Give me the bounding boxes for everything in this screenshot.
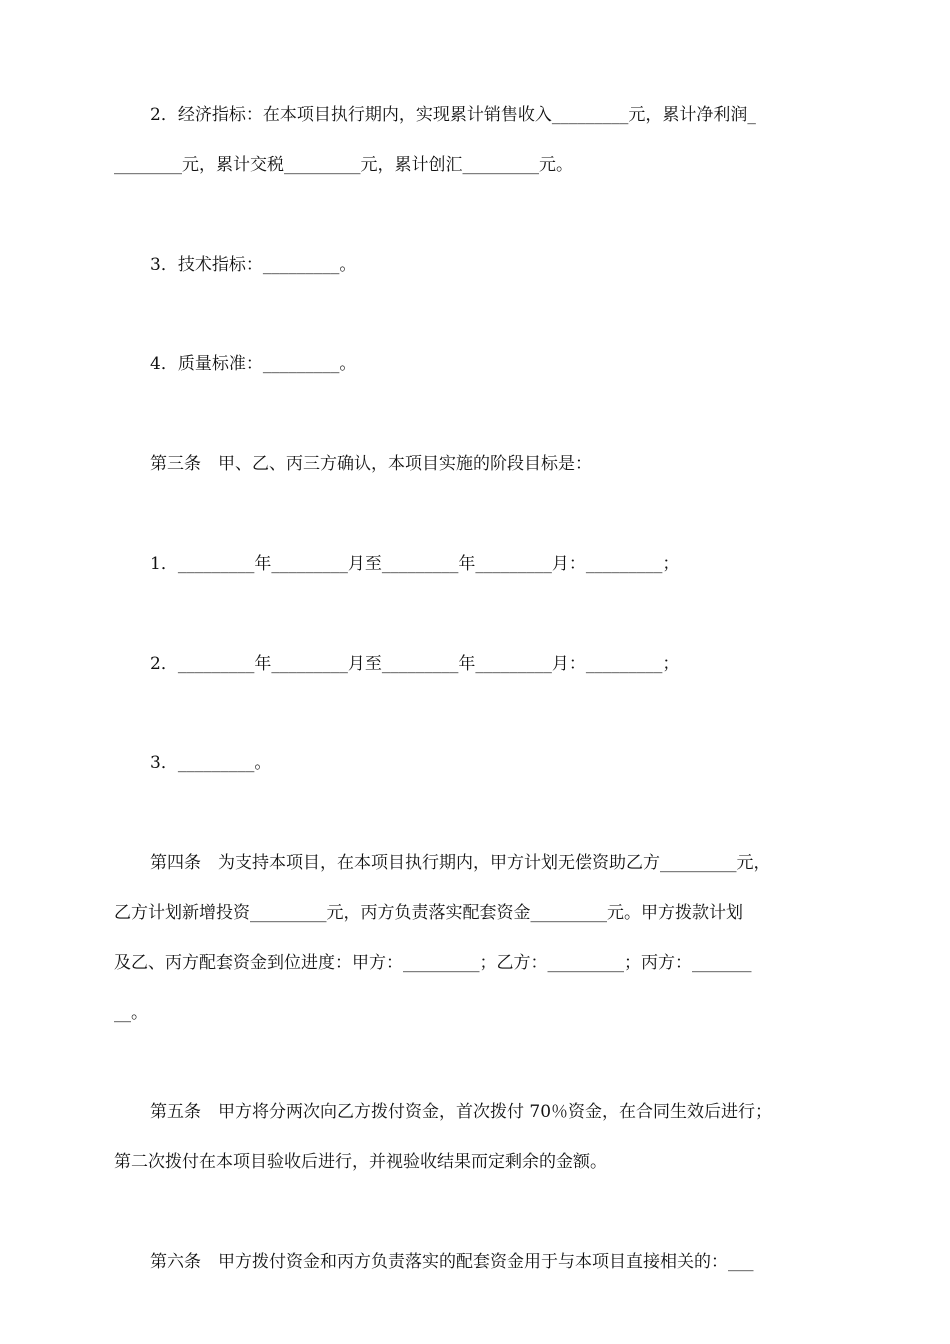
paragraph-economic-indicators-line-2: ________元，累计交税_________元，累计创汇_________元。: [114, 155, 573, 175]
article-4-line-4: __。: [114, 1003, 148, 1023]
article-5-line-1: 第五条 甲方将分两次向乙方拨付资金，首次拨付 70％资金，在合同生效后进行；: [150, 1102, 773, 1122]
paragraph-economic-indicators-line-1: 2．经济指标：在本项目执行期内，实现累计销售收入_________元，累计净利润_: [150, 105, 756, 125]
stage-goal-item-2: 2．_________年_________月至_________年_________月：_________；: [150, 654, 680, 674]
article-6-line-1: 第六条 甲方拨付资金和丙方负责落实的配套资金用于与本项目直接相关的：___: [150, 1252, 754, 1272]
stage-goal-item-3: 3．_________。: [150, 753, 272, 773]
article-4-line-2: 乙方计划新增投资_________元，丙方负责落实配套资金_________元。甲方拨款计划: [114, 903, 743, 923]
article-5-line-2: 第二次拨付在本项目验收后进行，并视验收结果而定剩余的金额。: [114, 1152, 607, 1172]
stage-goal-item-1: 1．_________年_________月至_________年_________月：_________；: [150, 554, 680, 574]
article-4-line-1: 第四条 为支持本项目，在本项目执行期内，甲方计划无偿资助乙方_________元，: [150, 853, 771, 873]
paragraph-technical-indicators: 3．技术指标：_________。: [150, 255, 357, 275]
article-3-heading: 第三条 甲、乙、丙三方确认，本项目实施的阶段目标是：: [150, 454, 592, 474]
paragraph-quality-standard: 4．质量标准：_________。: [150, 354, 357, 374]
article-4-line-3: 及乙、丙方配套资金到位进度：甲方：_________；乙方：_________；丙方：_______: [114, 953, 752, 973]
